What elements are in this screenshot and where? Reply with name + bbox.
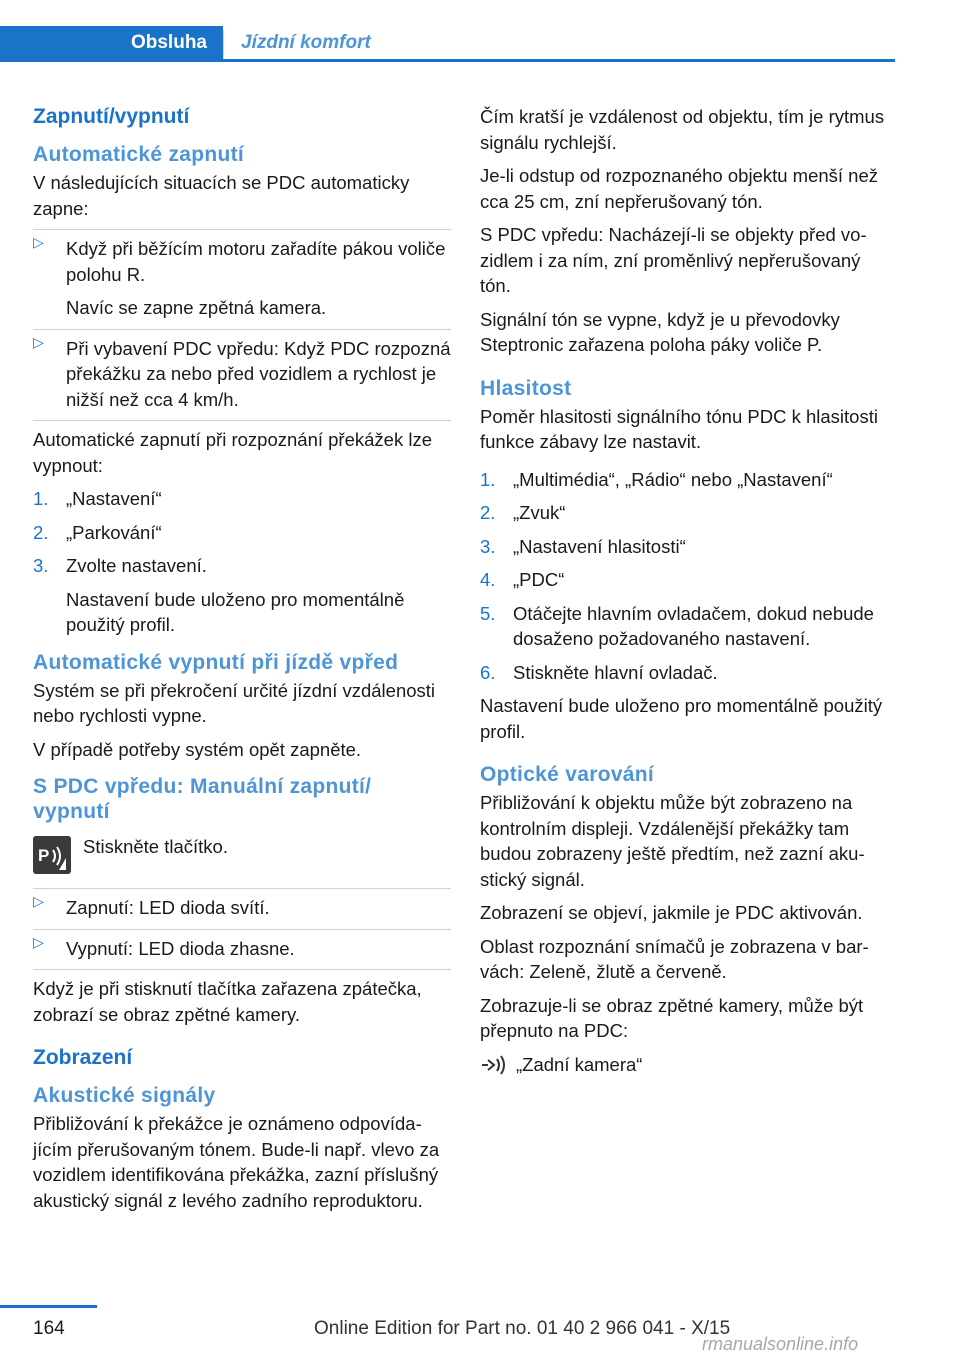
paragraph-reverse: Když je při stisknutí tlačítka zařazena zpátečka, zobrazí se obraz zpětné kamery. bbox=[33, 969, 451, 1027]
paragraph-auto-off-1: Systém se při překročení určité jízdní vzdálenosti nebo rychlosti vypne. bbox=[33, 679, 436, 726]
watermark: rmanualsonline.info bbox=[702, 1334, 859, 1354]
paragraph-optical-4: Zobrazuje-li se obraz zpětné kamery, může být přepnuto na PDC: bbox=[480, 994, 864, 1041]
press-button-text: Stiskněte tlačítko. bbox=[83, 836, 228, 857]
steps-volume bbox=[480, 467, 896, 686]
rear-camera-row bbox=[480, 1052, 896, 1078]
list-item: 1. „Nastavení“ bbox=[33, 488, 162, 509]
triangle-right-icon: ▷ bbox=[33, 933, 44, 950]
heading-display: Zobrazení bbox=[33, 1046, 133, 1069]
list-item: 3. „Nastavení hlasitosti“ bbox=[480, 535, 686, 557]
heading-acoustic: Akustické signály bbox=[33, 1084, 216, 1107]
steps-disable bbox=[33, 486, 451, 638]
pdc-button-row bbox=[33, 834, 451, 874]
heading-optical: Optické varování bbox=[480, 763, 655, 786]
heading-on-off: Zapnutí/vypnutí bbox=[33, 105, 190, 128]
header-rule bbox=[0, 59, 895, 62]
paragraph-auto-off-2: V případě potřeby systém opět zapněte. bbox=[33, 738, 362, 760]
paragraph-volume: Poměr hlasitosti signálního tónu PDC k hlasitosti funkce zábavy lze nastavit. bbox=[480, 405, 878, 452]
right-column bbox=[480, 104, 896, 1092]
paragraph-continuous: Je-li odstup od rozpoznaného objektu menší než cca 25 cm, zní nepřerušovaný tón. bbox=[480, 165, 879, 212]
list-item: ▷ Zapnutí: LED dioda svítí. bbox=[33, 888, 451, 921]
list-item: ▷ Při vybavení PDC vpředu: Když PDC rozpozná překážku za nebo před vozidlem a rychlost je nižší než cca 4 km/h. bbox=[33, 329, 451, 413]
heading-volume: Hlasitost bbox=[480, 376, 572, 400]
list-item: 5. Otáčejte hlavním ovladačem, dokud nebude dosaženo požadovaného nastavení. bbox=[480, 602, 874, 649]
tab-obsluha[interactable]: Obsluha bbox=[0, 26, 223, 62]
list-item: 3. Zvolte nastavení. Nastavení bude uloženo pro momentálně použitý profil. bbox=[33, 555, 405, 635]
triangle-right-icon: ▷ bbox=[33, 234, 44, 250]
paragraph-front-pdc: S PDC vpředu: Nacházejí-li se objekty před vozidlem i za ním, zní proměnlivý nepřerušovaný tón. bbox=[480, 224, 867, 296]
rear-camera-label: „Zadní kamera“ bbox=[516, 1053, 643, 1075]
list-item: 1. „Multimédia“, „Rádio“ nebo „Nastavení“ bbox=[480, 468, 833, 490]
footer-rule bbox=[0, 1305, 97, 1308]
list-item: ▷ Vypnutí: LED dioda zhasne. bbox=[33, 929, 451, 962]
page-number: 164 bbox=[33, 1318, 65, 1339]
list-item: 4. „PDC“ bbox=[480, 569, 565, 590]
tab-divider bbox=[223, 30, 224, 59]
tab-jizdni-komfort[interactable]: Jízdní komfort bbox=[241, 32, 371, 53]
heading-auto-on: Automatické zapnutí bbox=[33, 143, 245, 166]
bullet-list-led bbox=[33, 888, 451, 961]
paragraph-rhythm: Čím kratší je vzdálenost od objektu, tím je rytmus signálu rychlejší. bbox=[480, 106, 885, 153]
bullet-list-auto-on bbox=[33, 229, 451, 412]
list-item: 6. Stiskněte hlavní ovladač. bbox=[480, 661, 718, 683]
paragraph-acoustic: Přibližování k překážce je oznámeno odpovídajícím přerušovaným tónem. Bude-li např. vlevo za vozidlem identifikována překážka, zazní příslušný akustický signál z levého zadního reproduktoru. bbox=[33, 1113, 440, 1211]
paragraph-optical-2: Zobrazení se objeví, jakmile je PDC aktivován. bbox=[480, 902, 863, 923]
list-item: 2. „Parkování“ bbox=[33, 521, 162, 543]
paragraph-optical-3: Oblast rozpoznání snímačů je zobrazena v barvách: Zeleně, žlutě a červeně. bbox=[480, 935, 869, 982]
header-tabbar bbox=[0, 26, 895, 62]
svg-text:P: P bbox=[38, 846, 50, 865]
list-item: 2. „Zvuk“ bbox=[480, 502, 566, 523]
paragraph-steptronic: Signální tón se vypne, když je u převodovky Steptronic zařazena poloha páky voliče P. bbox=[480, 308, 840, 355]
paragraph-optical-1: Přibližování k objektu může být zobrazeno na kontrolním displeji. Vzdálenější překážky tam budou zobrazeny ještě předtím, než zazní akustický signál. bbox=[480, 792, 865, 890]
triangle-right-icon: ▷ bbox=[33, 333, 44, 350]
heading-auto-off: Automatické vypnutí při jízdě vpřed bbox=[33, 650, 399, 674]
left-column bbox=[33, 92, 451, 1221]
heading-manual: S PDC vpředu: Manuální zapnutí/ vypnutí bbox=[33, 775, 372, 823]
edition-text: Online Edition for Part no. 01 40 2 966 041 - X/15 bbox=[314, 1318, 731, 1339]
paragraph-disable: Automatické zapnutí při rozpoznání překážek lze vypnout: bbox=[33, 420, 451, 478]
pdc-button-icon bbox=[33, 836, 71, 874]
rear-camera-icon bbox=[480, 1054, 508, 1076]
paragraph-saved: Nastavení bude uloženo pro momentálně použitý profil. bbox=[480, 695, 883, 742]
paragraph-auto-on: V následujících situacích se PDC automaticky zapne: bbox=[33, 172, 410, 219]
list-item: ▷ Když při běžícím motoru zařadíte pákou voliče polohu R. Navíc se zapne zpětná kamera. bbox=[33, 229, 451, 321]
triangle-right-icon: ▷ bbox=[33, 893, 44, 909]
